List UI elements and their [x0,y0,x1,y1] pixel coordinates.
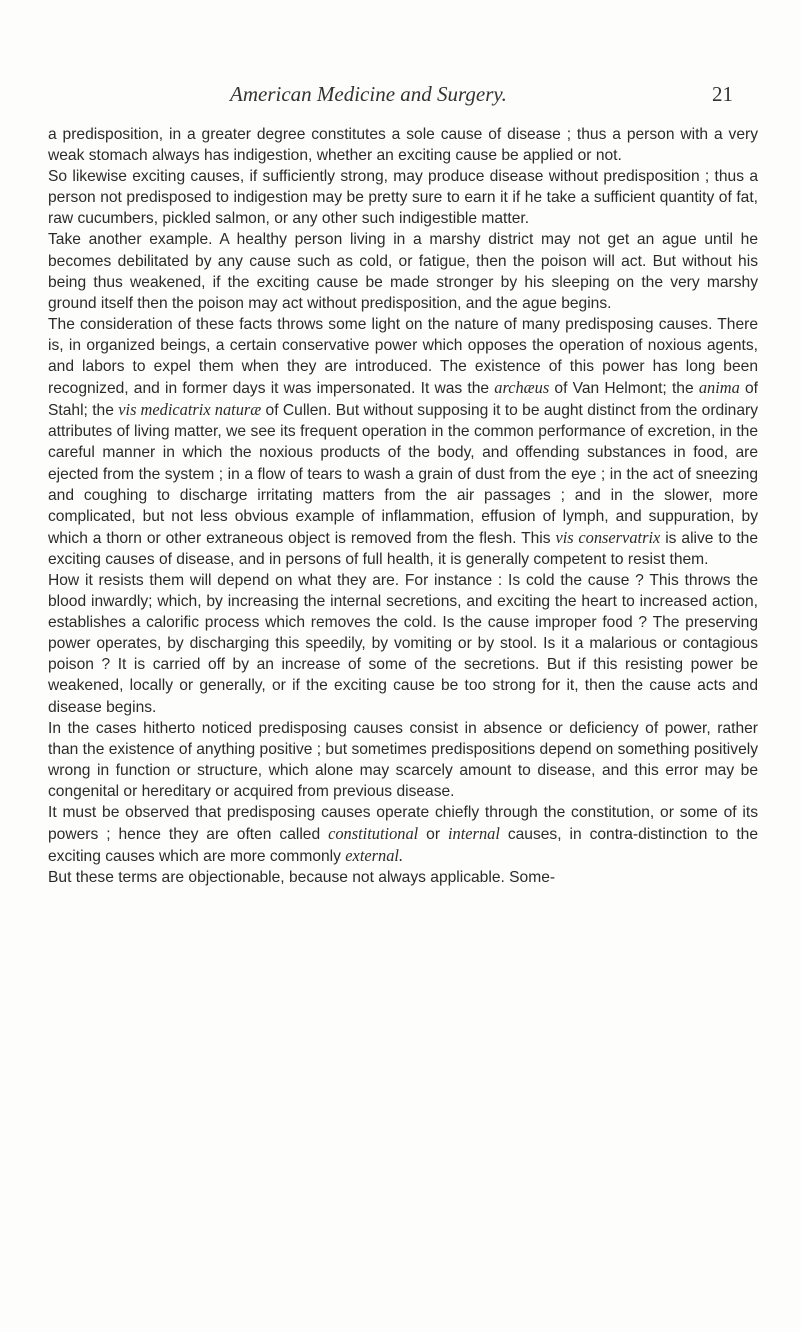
paragraph [48,124,758,166]
text-run: It must be observed that predisposing causes operate chiefly through the constitution, or some of its powers ; hence they are often called [48,804,758,844]
page-number: 21 [712,82,733,106]
text-run: Take another example. A healthy person living in a marshy district may not get an ague until he becomes debilitated by any cause such as cold, or fatigue, then the poison will act. But without his being thus weakened, if the exciting cause be made stronger by his sleeping on the very marshy ground itself then the poison may act without predisposition, and the ague begins. [48,231,758,312]
paragraph [48,718,758,802]
text-run: of Stahl; the [48,380,758,420]
paragraph [48,166,758,229]
running-title: American Medicine and Surgery. [230,82,507,106]
text-run: causes, in contra-distinction to the exciting causes which are more commonly [48,826,759,866]
text-run: So likewise exciting causes, if sufficiently strong, may produce disease without predisposition ; thus a person not predisposed to indigestion may be pretty sure to earn it if he take a sufficient quantity of fat, raw cucumbers, pickled salmon, or any other such indigestible matter. [48,168,758,228]
text-run: In the cases hitherto noticed predisposing causes consist in absence or deficiency of power, rather than the existence of anything positive ; but sometimes predispositions depend on something positively wrong in function or structure, which alone may scarcely amount to disease, and this error may be congenital or hereditary or acquired from previous disease. [48,719,758,800]
text-run: of Van Helmont; the [549,380,699,398]
italic-term: anima [698,378,740,398]
paragraph [48,229,758,313]
italic-term: archæus [494,378,550,398]
italic-term: vis conservatrix [555,527,661,547]
text-run: The consideration of these facts throws some light on the nature of many predisposing causes. There is, in organized beings, a certain conservative power which opposes the operation of noxious agents, and labors to expel them when they are introduced. The existence of this power has long been recognized, and in former days it was impersonated. It was the [48,315,758,398]
body-text [48,124,758,888]
italic-term: constitutional [328,824,419,844]
italic-term: internal [447,824,500,844]
text-run: of Cullen. But without supposing it to be aught distinct from the ordinary attributes of living matter, we see its frequent operation in the common performance of excretion, in the careful manner in which the noxious products of the body, and offending substances in food, are ejected from the system ; in a flow of tears to wash a grain of dust from the eye ; in the act of sneezing and coughing to discharge irritating matters from the air passages ; and in the slower, more complicated, but not less obvious example of inflammation, effusion of lymph, and suppuration, by which a thorn or other extraneous object is removed from the flesh. This [48,402,758,547]
text-run: a predisposition, in a greater degree constitutes a sole cause of disease ; thus a person with a very weak stomach always has indigestion, whether an exciting cause be applied or not. [48,126,758,165]
text-run: But these terms are objectionable, because not always applicable. Some- [48,869,556,887]
paragraph [48,314,758,570]
text-run: How it resists them will depend on what they are. For instance : Is cold the cause ? This throws the blood inwardly; which, by increasing the internal secretions, and exciting the heart to increased action, establishes a calorific process which removes the cold. Is the cause improper food ? The preserving power operates, by discharging this speedily, by vomiting or by stool. Is it a malarious or contagious poison ? It is carried off by an increase of some of the secretions. But if this resisting power be weakened, locally or generally, or if the exciting cause be too strong for it, then the cause acts and disease begins. [48,571,758,716]
running-head [0,82,801,112]
text-run: is alive to the exciting causes of disease, and in persons of full health, it is generally competent to resist them. [48,529,758,568]
text-run: or [418,826,448,844]
paragraph [48,867,758,888]
italic-term: vis medicatrix naturæ [118,400,262,420]
paragraph [48,570,758,718]
paragraph [48,802,758,867]
italic-term: external. [345,846,404,866]
